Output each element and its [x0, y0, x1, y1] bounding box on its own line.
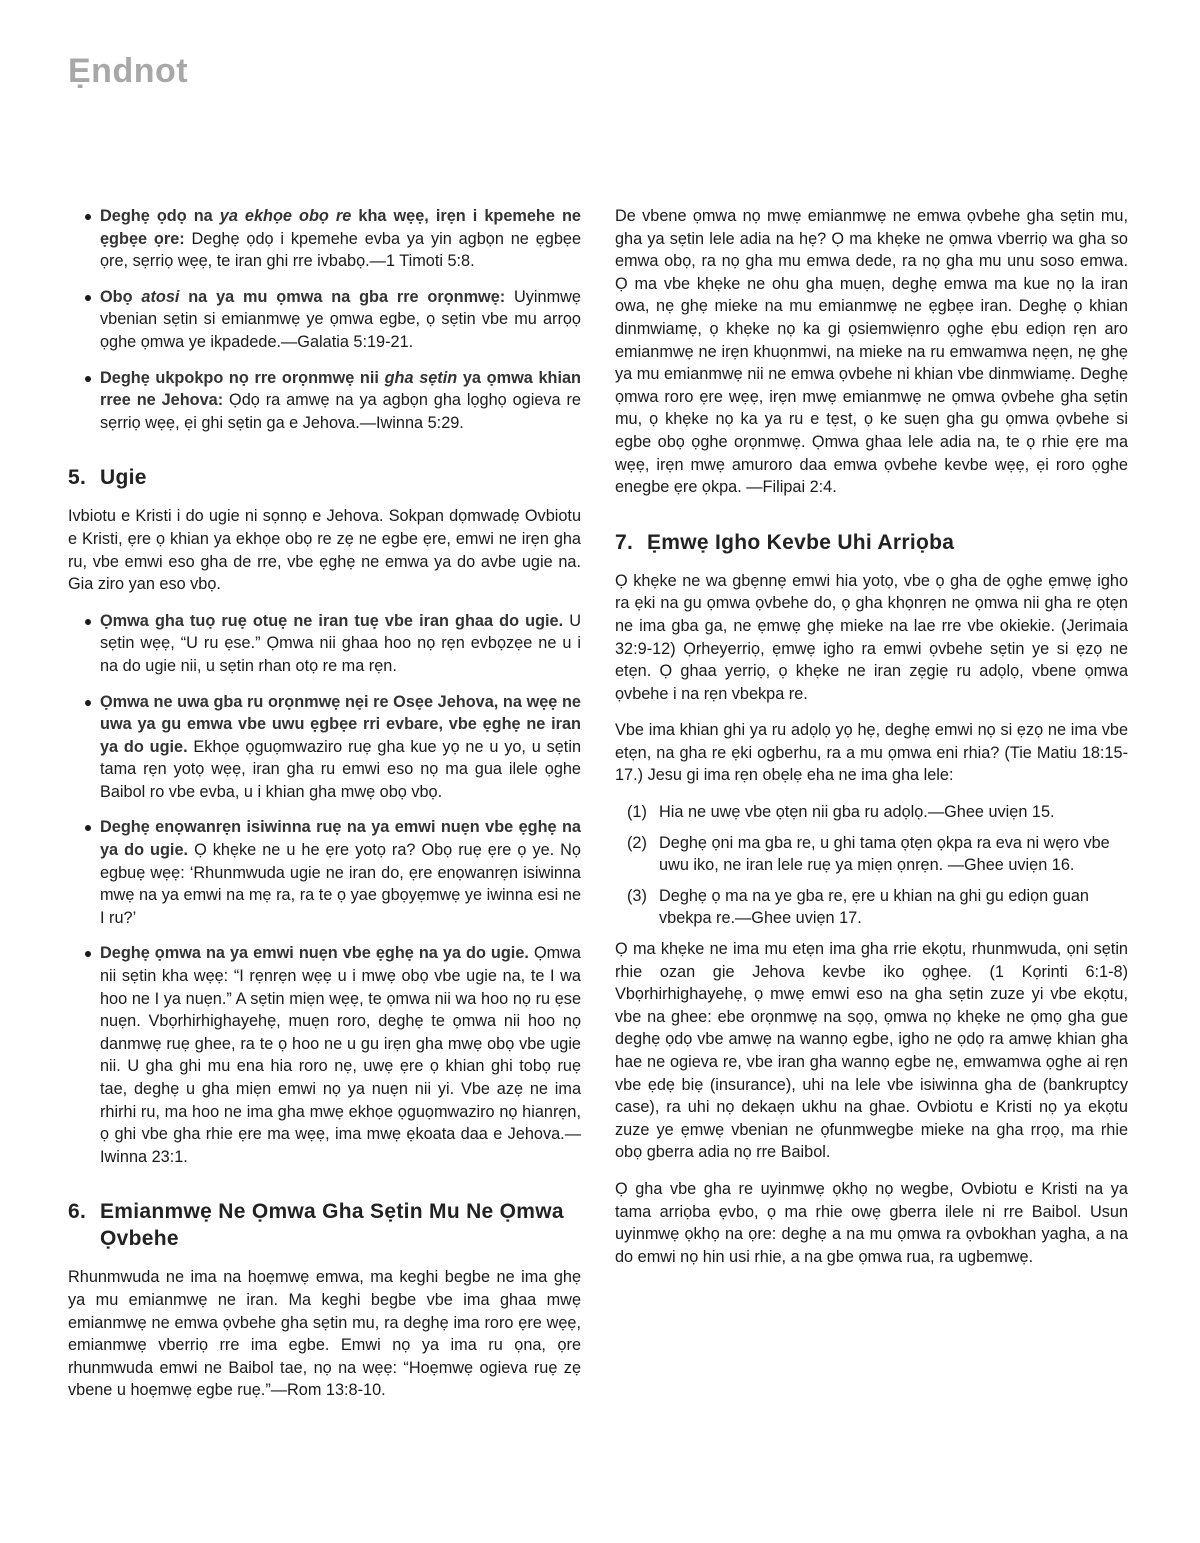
text-run: Ọ gha vbe gha re uyinmwẹ ọkhọ nọ wegbe, Ovbiotu e Kristi na ya tama arriọba ẹvbo, ọ ma rhie owẹ gberra ilele ni rre Baibol. Usun uyinmwẹ ọkhọ na ọre: deghẹ a na mu ọmwa ra ọvbokhan yagha, a na do emwi nọ hin usi rhie, a na gbe ọmwa rua, ra ugbemwẹ. [615, 1179, 1128, 1266]
bullet-item [68, 942, 581, 1168]
paragraph [68, 1266, 581, 1402]
step-text: Deghẹ ọ ma na ye gba re, ẹre u khian na ghi gu ediọn guan vbekpa re.—Ghee uviẹn 17. [659, 886, 1089, 928]
step-number: (1) [627, 803, 647, 822]
paragraph [615, 938, 1128, 1164]
text-run: U sẹtin wẹẹ, “U ru ẹse.” Ọmwa nii ghaa hoo nọ rẹn evbọzẹe ne u i na do ugie nii, u sẹtin rhan otọ re ma rẹn. [100, 611, 582, 675]
bold-italic-run: gha sẹtin [384, 368, 458, 387]
bold-run: Obọ [100, 287, 142, 306]
paragraph [615, 570, 1128, 706]
numbered-step [627, 801, 1128, 824]
bold-run: kha wẹẹ, irẹn i kpemehe ne ẹgbẹe ọre: [100, 207, 581, 248]
text-run: De vbene ọmwa nọ mwẹ emianmwẹ ne emwa ọvbehe gha sẹtin mu, gha ya sẹtin lele adia na hẹ? Ọ ma khẹke ne ọmwa vberriọ wa gha so emwa obọ, ra nọ gha mu emwa dede, ra nọ gha mu unu soso emwa. Ọ ma vbe khẹke ne ohu gha muẹn, deghẹ emwa ma kue nọ la iran owa, nẹ ghẹ mieke na mu emianmwẹ ne ẹgbẹe iran. Deghẹ ọ khian dinmwiamẹ, ọ khẹke nọ ka gi ọsiemwiẹnro ọghe ẹbu ediọn rẹn aro emianmwẹ ne irẹn khuọnmwi, na mieke na ru emwamwa nẹẹn, nẹ ghẹ ya mu emianmwẹ nii ne emwa ọvbehe ni khian vbe dinmwiamẹ. Deghẹ ọmwa roro ẹre wẹẹ, irẹn mwẹ emianmwẹ ne ọmwa ọvbehe gha sẹtin mu, ọ khẹke nọ ka ya ru e tẹst, ọ ke suẹn gha gu ọmwa ọvbehe si egbe obọ ọghe orọnmwẹ. Ọmwa ghaa lele adia na, te ọ rhie ẹre ma wẹẹ, irẹn mwẹ amuroro daa emwa ọvbehe kevbe wẹẹ, ẹi roro ọghe enegbe ẹre ọkpa. —Filipai 2:4. [615, 207, 1128, 497]
section-number: 5. [68, 466, 87, 490]
section-heading [68, 464, 581, 491]
text-run: Ọdọ ra amwẹ na ya agbọn gha lọghọ ogieva re sẹrriọ wẹẹ, ẹi ghi sẹtin ga e Jehova.—Iwinna 5:29. [100, 391, 581, 432]
bullet-item [68, 816, 581, 929]
bullet-item [68, 205, 581, 273]
bullet-dot-icon [85, 295, 91, 301]
bullet-dot-icon [85, 951, 91, 957]
section-title: Ẹmwẹ Igho Kevbe Uhi Arriọba [647, 530, 955, 554]
bold-run: Deghẹ ukpokpo nọ rre orọnmwẹ nii [100, 368, 385, 387]
section-number: 7. [615, 530, 634, 554]
section-number: 6. [68, 1200, 87, 1224]
paragraph [68, 505, 581, 595]
bold-run: na ya mu ọmwa na gba rre orọnmwẹ: [179, 287, 506, 306]
bold-italic-run: ya ekhọe obọ re [219, 207, 352, 225]
bold-run: Deghẹ ọdọ na [100, 207, 220, 225]
section-heading [615, 529, 1128, 556]
numbered-step [627, 885, 1128, 930]
right-column [615, 205, 1128, 1282]
step-number: (3) [627, 886, 647, 905]
bold-run: Ọmwa ne uwa gba ru orọnmwẹ nẹi re Osẹe Jehova, na wẹẹ ne uwa ya gu emwa vbe uwu ẹgbẹe rri evbare, vbe ẹghẹ ne iran ya do ugie. [100, 692, 581, 756]
section-heading [68, 1198, 581, 1252]
step-number: (2) [627, 833, 647, 852]
section-title: Ugie [100, 466, 147, 490]
text-run: Ọ khẹke ne u he ẹre yotọ ra? Obọ ruẹ ẹre ọ ye. Nọ egbuẹ wẹẹ: ‘Rhunmwuda ugie ne iran do, ẹre enọwanrẹn isiwinna mwẹ na ya emwi na mẹ ra, ra te ọ yae gbọyẹmwẹ ye iwinna esi ne I ru?’ [100, 841, 581, 927]
text-run: Ọ khẹke ne wa gbẹnnẹ emwi hia yotọ, vbe ọ gha de ọghe ẹmwẹ igho ra ẹki na gu ọmwa ọvbehe do, ọ gha khọnrẹn ne ọmwa nii gha re ọtẹn ne ima gba ga, ne ẹmwẹ ghẹ mieke na lae rre vbe okiekie. (Jerimaia 32:9-12) Ọrheyerriọ, ẹmwẹ igho ra emwi ọvbehe sẹtin ye si ẹzọ ne etẹn. Ọ ghaa yerriọ, ọ khẹke ne iran zẹgiẹ ru adọlọ, vbene ọmwa ọvbehe i na rẹn vbekpa re. [615, 571, 1128, 703]
step-text: Hia ne uwẹ vbe ọtẹn nii gba ru adọlọ.—Ghee uviẹn 15. [659, 803, 1055, 822]
section-title: Emianmwẹ Ne Ọmwa Gha Sẹtin Mu Ne Ọmwa Ọvbehe [100, 1200, 564, 1251]
paragraph [615, 1178, 1128, 1268]
bullet-dot-icon [85, 376, 91, 382]
text-run: Rhunmwuda ne ima na hoẹmwẹ emwa, ma keghi begbe ne ima ghẹ ya mu emianmwẹ ne iran. Ma keghi begbe vbe ima ghaa mwẹ emianmwẹ ne emwa ọvbehe gha sẹtin mu, ra deghẹ ima roro ẹre wẹẹ, emianmwẹ vberriọ rre ima egbe. Emwi nọ ya ima ru ọna, ọre rhunmwuda emwi ne Baibol tae, nọ na wẹẹ: “Hoẹmwẹ ogieva ruẹ zẹ vbene u hoẹmwẹ egbe ruẹ.”—Rom 13:8-10. [68, 1268, 581, 1400]
step-text: Deghẹ ọni ma gba re, u ghi tama ọtẹn ọkpa ra eva ni wẹro vbe uwu iko, ne iran lele ruẹ ya miẹn ọnrẹn. —Ghee uviẹn 16. [659, 833, 1110, 875]
text-run: Ọmwa nii sẹtin kha wẹẹ: “I rẹnrẹn wẹẹ u i mwẹ obọ vbe ugie na, te I wa hoo ne I ya nuẹn.” A sẹtin miẹn wẹẹ, te ọmwa nii wa hoo nọ ru ẹse nuẹn. Vbọrhirhighayehẹ, muẹn roro, deghẹ te ọmwa nii hoo nọ danmwẹ ruẹ ghee, ra te ọ hoo ne u gu irẹn gha mwẹ obọ vbe ugie nii. U gha ghi mu ena hia roro nẹ, uwẹ ẹre ọ khian ghi tobọ ruẹ tae, deghẹ u gha miẹn emwi nọ ya nuẹn nii yi. Vbe azẹ ne ima rhirhi ru, ma hoo ne ima gha mwẹ ekhọe ọguọmwaziro nọ hianrẹn, ọ ghi vbe gha rhie ẹre ma wẹẹ, ima mwẹ ẹkoata daa e Jehova.—Iwinna 23:1. [100, 944, 581, 1166]
bullet-item [68, 691, 581, 804]
bullet-item [68, 367, 581, 435]
bullet-item [68, 286, 581, 354]
bold-run: ya ọmwa khian rree ne Jehova: [100, 368, 581, 410]
text-run: Ivbiotu e Kristi i do ugie ni sọnnọ e Jehova. Sokpan dọmwadẹ Ovbiotu e Kristi, ẹre ọ khian ya ekhọe obọ re zẹ ne egbe ẹre, emwi ne irẹn gha ru, vbe emwi eso gha de rre, vbe ẹghẹ ne emwa ya do avbe ugie na. Gia ziro yan eso vbọ. [68, 507, 581, 594]
bold-run: Deghẹ enọwanrẹn isiwinna ruẹ na ya emwi nuẹn vbe ẹghẹ na ya do ugie. [100, 818, 581, 860]
bold-run: Deghẹ ọmwa na ya emwi nuẹn vbe ẹghẹ na ya do ugie. [100, 944, 529, 963]
text-run: Deghẹ ọdọ i kpemehe evba ya yin agbọn ne ẹgbẹe ọre, sẹrriọ wẹẹ, te iran ghi rre ivbabọ.—1 Timoti 5:8. [100, 229, 581, 271]
bullet-dot-icon [85, 700, 91, 706]
numbered-step [627, 832, 1128, 877]
bold-run: Ọmwa gha tuọ ruẹ otuẹ ne iran tuẹ vbe iran ghaa do ugie. [100, 611, 564, 630]
bullet-dot-icon [85, 214, 91, 220]
text-run: Ekhọe ọguọmwaziro ruẹ gha kue yọ ne u yo, u sẹtin tama rẹn yotọ wẹẹ, iran gha ru emwi eso nọ ma gua ilele ọghe Baibol ro vbe evba, u i khian gha mwẹ obọ vbọ. [100, 737, 581, 801]
paragraph [615, 719, 1128, 787]
bold-italic-run: atosi [141, 287, 180, 306]
paragraph [615, 205, 1128, 499]
text-run: Uyinmwẹ vbenian sẹtin si emianmwẹ ye ọmwa egbe, ọ sẹtin vbe mu arrọọ ọghe ọmwa ye ikpadede.—Galatia 5:19-21. [100, 287, 581, 351]
text-run: Vbe ima khian ghi ya ru adọlọ yọ hẹ, deghẹ emwi nọ si ẹzọ ne ima vbe etẹn, na gha re ẹki ogberhu, ra a mu ọmwa eni rhia? (Tie Matiu 18:15-17.) Jesu gi ima rẹn obẹlẹ eha ne ima gha lele: [615, 721, 1128, 785]
bullet-dot-icon [85, 619, 91, 625]
bullet-item [68, 610, 581, 678]
text-run: Ọ ma khẹke ne ima mu etẹn ima gha rrie ekọtu, rhunmwuda, ọni sẹtin rhie ozan gie Jehova kevbe iko ọghẹe. (1 Kọrinti 6:1-8) Vbọrhirhighayehẹ, ọ mwẹ emwi eso na gha sẹtin zuze yi vbe ekọtu, vbe na ghee: ebe orọnmwẹ na sọọ, ọmwa nọ khẹke ne ọmọ gha gue deghẹ ọdọ vbe amwẹ na wannọ egbe, igho ne ọdọ ra amwẹ khian gha hae ne ogieva re, vbe iran gha wannọ egbe nẹ, emwamwa ọghe ai rẹn vbe ẹdẹ biẹ (insurance), uhi na lele vbe isiwinna gha de (bankruptcy case), ra uhi nọ dekaẹn ukhu na ghae. Ovbiotu e Kristi nọ ya ekọtu zuze ye ẹmwẹ vbenian ne ọfunmwegbe mieke na gha rrọọ, ma rhie obọ gberra adia nọ rre Baibol. [615, 940, 1128, 1162]
bullet-dot-icon [85, 825, 91, 831]
page-title: Ẹndnot [68, 52, 189, 90]
left-column [68, 205, 581, 1416]
